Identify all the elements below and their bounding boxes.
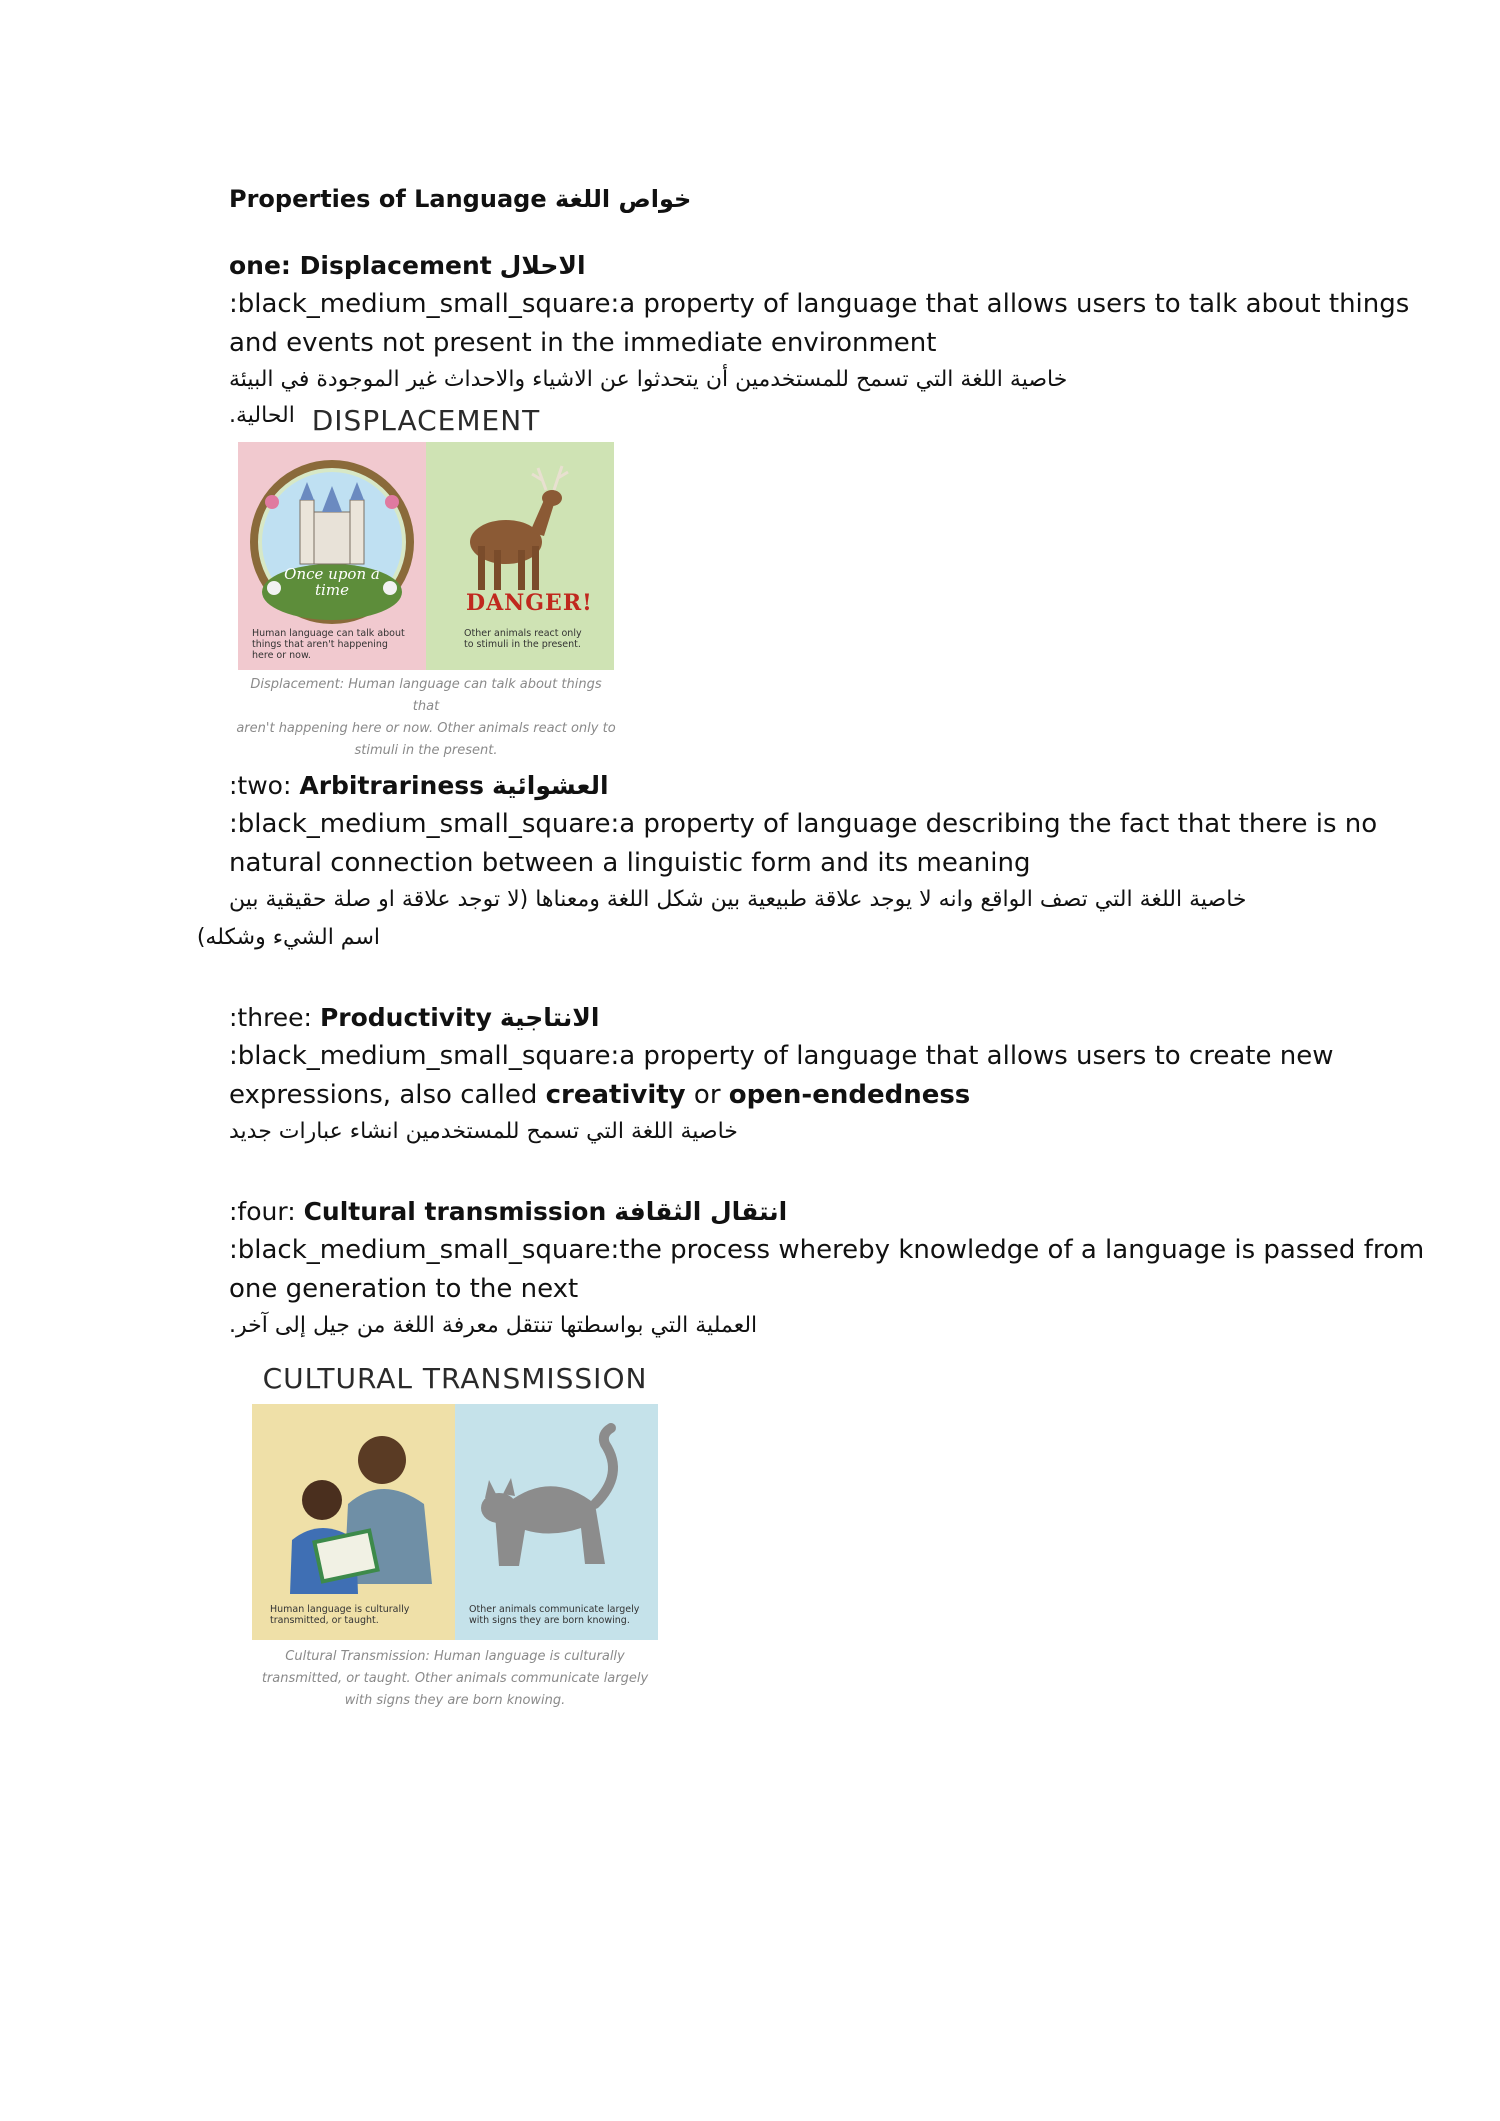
displacement-caption-line-3: stimuli in the present.	[354, 743, 498, 758]
displacement-left-panel	[238, 442, 426, 670]
section-four-heading	[229, 1192, 1280, 1231]
section-three-prefix: :three:	[229, 1003, 320, 1032]
section-three-name: Productivity	[319, 1003, 492, 1032]
section-one-def-1: :black_medium_small_square:a property of language that allows users to talk about things	[229, 289, 1410, 319]
section-four-ar-1: العملية التي بواسطتها تنتقل معرفة اللغة من جيل إلى آخر.	[229, 1313, 758, 1338]
displacement-figure	[236, 404, 616, 758]
cultural-transmission-figure	[250, 1362, 660, 1732]
section-two-prefix: :two:	[229, 771, 300, 800]
doc-title-en: Properties of Language	[229, 185, 547, 213]
section-three-def-2-pre: expressions, also called	[229, 1080, 546, 1110]
section-two-def-1: :black_medium_small_square:a property of language describing the fact that there is no	[229, 809, 1378, 839]
displacement-right-caption: Other animals react only to stimuli in the present.	[464, 628, 582, 650]
cultural-caption-line-3: with signs they are born knowing.	[344, 1693, 566, 1708]
section-one-ar-1: خاصية اللغة التي تسمح للمستخدمين أن يتحدثوا عن الاشياء والاحداث غير الموجودة في البيئة الحالية.	[229, 367, 1068, 428]
section-two-ar-2: اسم الشيء وشكله)	[196, 925, 380, 950]
section-one-def-2: and events not present in the immediate environment	[229, 328, 937, 358]
section-three-def-1: :black_medium_small_square:a property of language that allows users to create new	[229, 1041, 1334, 1071]
section-three-def-2	[229, 1076, 1280, 1115]
section-three-heading	[229, 998, 1280, 1037]
section-three-name-ar: الانتاجية	[499, 1003, 600, 1032]
section-three-def-2-mid: or	[685, 1080, 729, 1110]
section-one-name-ar: الاحلال	[499, 251, 586, 280]
displacement-caption-line-2: aren't happening here or now. Other animals react only to	[236, 721, 616, 736]
section-two-def-2: natural connection between a linguistic form and its meaning	[229, 848, 1031, 878]
section-two-name-ar: العشوائية	[492, 771, 609, 800]
cultural-caption-line-2: transmitted, or taught. Other animals communicate largely	[261, 1671, 649, 1686]
open-endedness-term: open-endedness	[728, 1080, 971, 1110]
cultural-right-caption: Other animals communicate largely with signs they are born knowing.	[469, 1604, 640, 1626]
displacement-figure-title: DISPLACEMENT	[311, 404, 541, 437]
doc-title-ar: خواص اللغة	[554, 185, 692, 213]
section-four-prefix: :four:	[229, 1197, 304, 1226]
displacement-caption-line-1: Displacement: Human language can talk about things that	[250, 677, 602, 714]
cultural-figure-caption	[250, 1646, 660, 1712]
displacement-left-caption: Human language can talk about things that aren't happening here or now.	[252, 628, 405, 661]
once-upon-a-time-badge: Once upon a time	[284, 565, 380, 599]
danger-label: DANGER!	[466, 590, 593, 616]
creativity-term: creativity	[545, 1080, 686, 1110]
section-four-name: Cultural transmission	[303, 1197, 607, 1226]
section-three-ar-1: خاصية اللغة التي تسمح للمستخدمين انشاء عبارات جديد	[229, 1119, 738, 1144]
section-two-name: Arbitrariness	[299, 771, 485, 800]
cultural-figure-title: CULTURAL TRANSMISSION	[262, 1362, 648, 1395]
cultural-right-panel	[455, 1404, 658, 1640]
section-one-heading	[229, 246, 1280, 285]
cultural-caption-line-1: Cultural Transmission: Human language is culturally	[285, 1649, 625, 1664]
displacement-figure-caption	[236, 674, 616, 762]
doc-title	[229, 181, 1280, 217]
section-two-ar-1: خاصية اللغة التي تصف الواقع وانه لا يوجد علاقة طبيعية بين شكل اللغة ومعناها (لا توجد علاقة او صلة حقيقية بين	[229, 887, 1247, 912]
section-four-name-ar: انتقال الثقافة	[614, 1197, 788, 1226]
section-one-name: Displacement	[299, 251, 492, 280]
section-one-prefix: one:	[229, 251, 300, 280]
section-four-def-1: :black_medium_small_square:the process whereby knowledge of a language is passed from	[229, 1235, 1425, 1265]
displacement-right-panel	[426, 442, 614, 670]
cultural-left-panel	[252, 1404, 455, 1640]
cultural-left-caption: Human language is culturally transmitted, or taught.	[270, 1604, 410, 1626]
section-four-def-2: one generation to the next	[229, 1274, 579, 1304]
section-two-heading	[229, 766, 1280, 805]
